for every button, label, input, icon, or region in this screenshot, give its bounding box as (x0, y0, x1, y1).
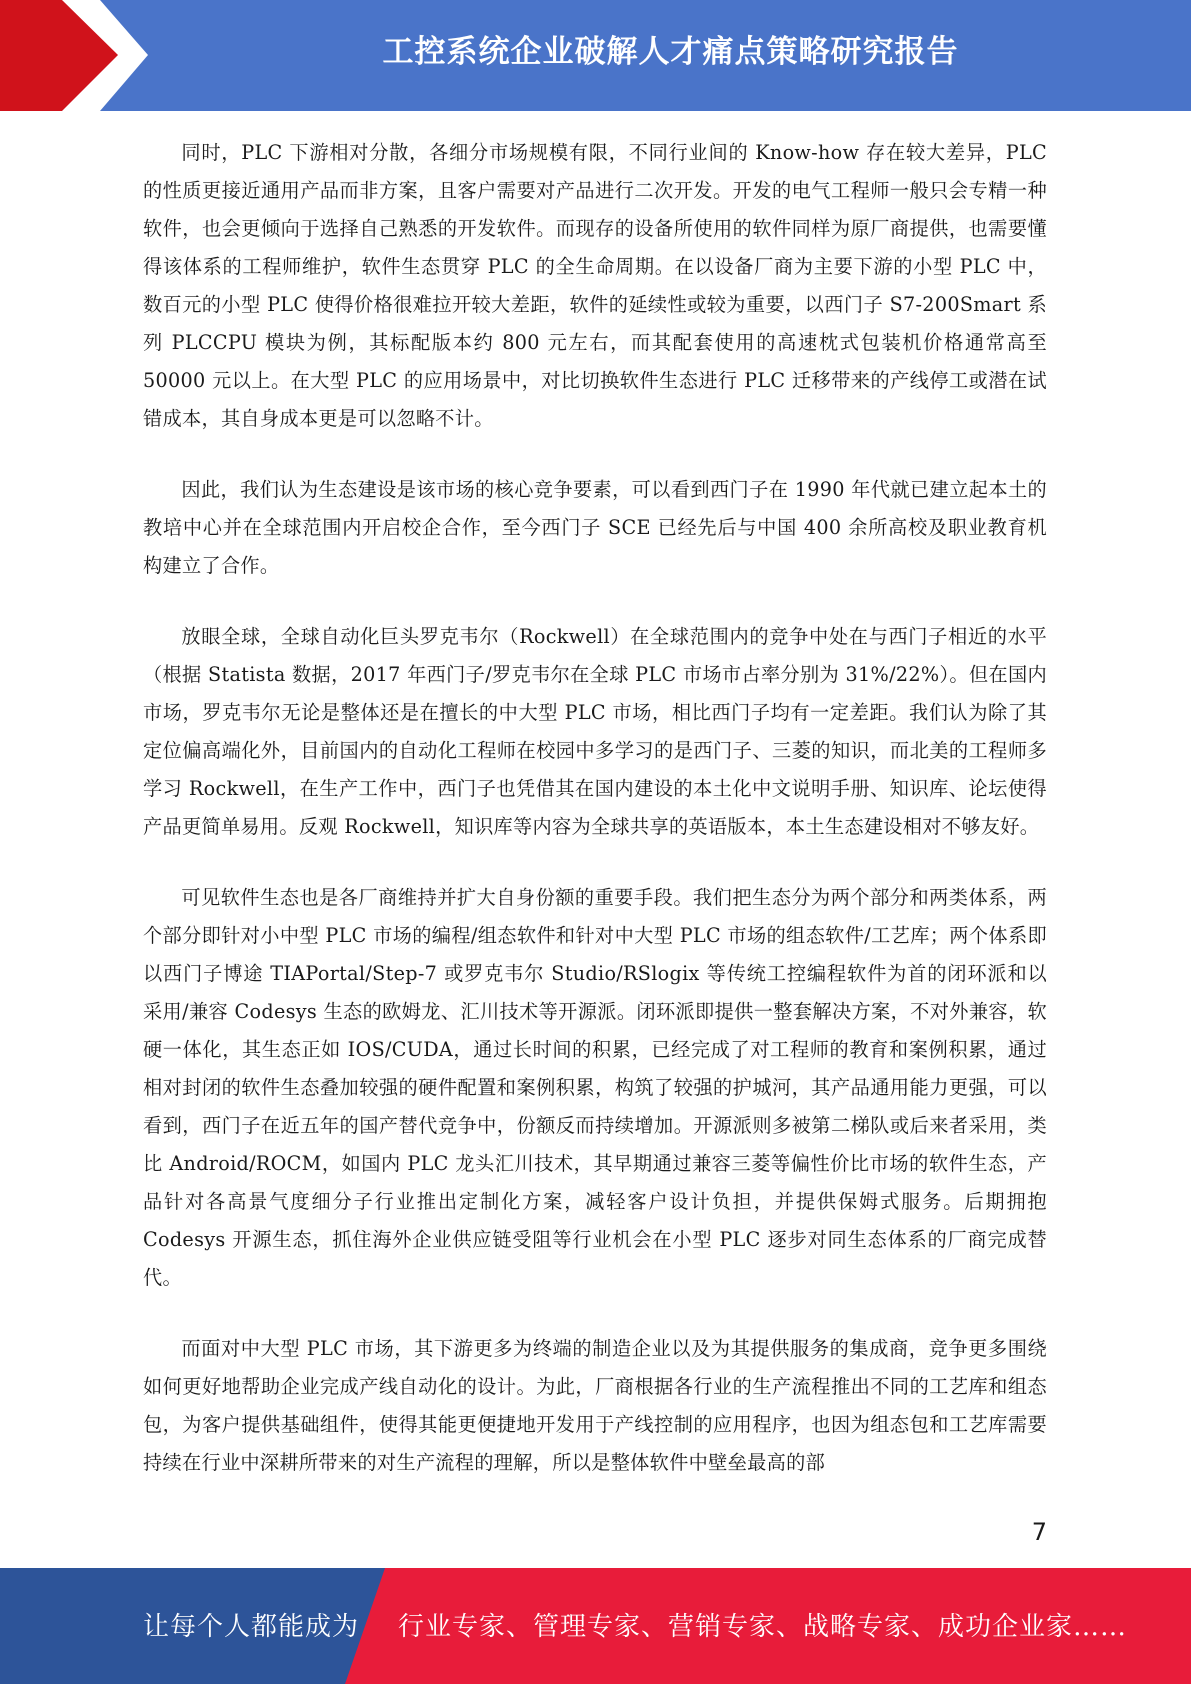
paragraph-4: 可见软件生态也是各厂商维持并扩大自身份额的重要手段。我们把生态分为两个部分和两类体系，两个部分即针对小中型 PLC 市场的编程/组态软件和针对中大型 PLC 市场的组态软件/工艺库；两个体系即以西门子博途 TIAPortal/Step-7 或罗克韦尔 Studio/RSlogix 等传统工控编程软件为首的闭环派和以采用/兼容 Codesys 生态的欧姆龙、汇川技术等开源派。闭环派即提供一整套解决方案，不对外兼容，软硬一体化，其生态正如 IOS/CUDA，通过长时间的积累，已经完成了对工程师的教育和案例积累，通过相对封闭的软件生态叠加较强的硬件配置和案例积累，构筑了较强的护城河，其产品通用能力更强，可以看到，西门子在近五年的国产替代竞争中，份额反而持续增加。开源派则多被第二梯队或后来者采用，类比 Android/ROCM，如国内 PLC 龙头汇川技术，其早期通过兼容三菱等偏性价比市场的软件生态，产品针对各高景气度细分子行业推出定制化方案，减轻客户设计负担，并提供保姆式服务。后期拥抱 Codesys 开源生态，抓住海外企业供应链受阻等行业机会在小型 PLC 逐步对同生态体系的厂商完成替代。 (143, 886, 1047, 1289)
paragraph-5: 而面对中大型 PLC 市场，其下游更多为终端的制造企业以及为其提供服务的集成商，竞争更多围绕如何更好地帮助企业完成产线自动化的设计。为此，厂商根据各行业的生产流程推出不同的工艺库和组态包，为客户提供基础组件，使得其能更便捷地开发用于产线控制的应用程序，也因为组态包和工艺库需要持续在行业中深耕所带来的对生产流程的理解，所以是整体软件中壁垒最高的部 (143, 1337, 1047, 1474)
page-header (0, 0, 1191, 111)
paragraph-2: 因此，我们认为生态建设是该市场的核心竞争要素，可以看到西门子在 1990 年代就已建立起本土的教培中心并在全球范围内开启校企合作，至今西门子 SCE 已经先后与中国 400 余所高校及职业教育机构建立了合作。 (143, 478, 1047, 577)
page-footer (0, 1568, 1191, 1684)
page-number: 7 (1031, 1518, 1047, 1546)
report-title: 工控系统企业破解人才痛点策略研究报告 (382, 34, 959, 70)
paragraph-1: 同时，PLC 下游相对分散，各细分市场规模有限，不同行业间的 Know-how 存在较大差异，PLC 的性质更接近通用产品而非方案，且客户需要对产品进行二次开发。开发的电气工程师一般只会专精一种软件，也会更倾向于选择自己熟悉的开发软件。而现存的设备所使用的软件同样为原厂商提供，也需要懂得该体系的工程师维护，软件生态贯穿 PLC 的全生命周期。在以设备厂商为主要下游的小型 PLC 中，数百元的小型 PLC 使得价格很难拉开较大差距，软件的延续性或较为重要，以西门子 S7-200Smart 系列 PLCCPU 模块为例，其标配版本约 800 元左右，而其配套使用的高速枕式包装机价格通常高至 50000 元以上。在大型 PLC 的应用场景中，对比切换软件生态进行 PLC 迁移带来的产线停工或潜在试错成本，其自身成本更是可以忽略不计。 (143, 141, 1047, 430)
body-text (143, 134, 1047, 1515)
paragraph-3: 放眼全球，全球自动化巨头罗克韦尔（Rockwell）在全球范围内的竞争中处在与西门子相近的水平（根据 Statista 数据，2017 年西门子/罗克韦尔在全球 PLC 市场市占率分别为 31%/22%）。但在国内市场，罗克韦尔无论是整体还是在擅长的中大型 PLC 市场，相比西门子均有一定差距。我们认为除了其定位偏高端化外，目前国内的自动化工程师在校园中多学习的是西门子、三菱的知识，而北美的工程师多学习 Rockwell，在生产工作中，西门子也凭借其在国内建设的本土化中文说明手册、知识库、论坛使得产品更简单易用。反观 Rockwell，知识库等内容为全球共享的英语版本，本土生态建设相对不够友好。 (143, 625, 1047, 838)
header-arrow-decoration (0, 0, 160, 111)
footer-slogan-right: 行业专家、管理专家、营销专家、战略专家、成功企业家…… (398, 1612, 1128, 1642)
footer-slogan-left: 让每个人都能成为 (143, 1612, 360, 1642)
